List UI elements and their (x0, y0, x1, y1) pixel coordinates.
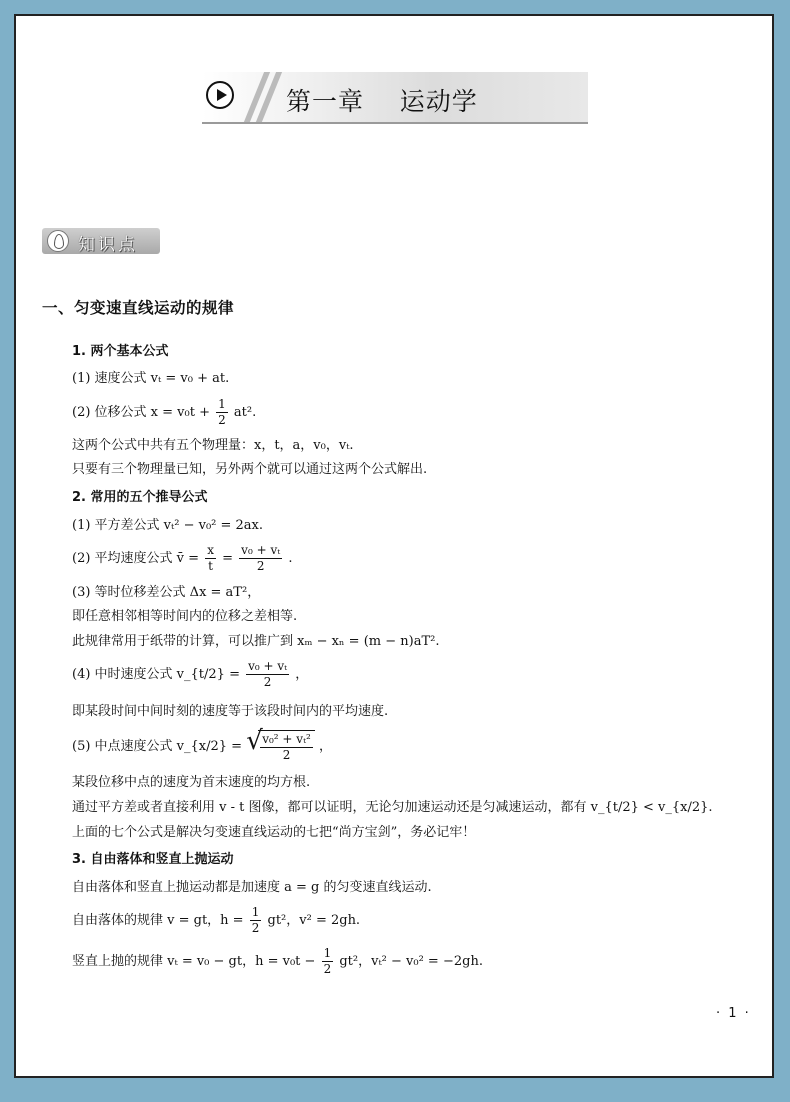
vertical-throw-law (72, 946, 483, 977)
subheading-free-fall: 3. 自由落体和竖直上抛运动 (72, 852, 234, 867)
mid-time-explanation: 即某段时间中间时刻的速度等于该段时间内的平均速度. (72, 704, 389, 719)
knowledge-points-tag (42, 228, 160, 254)
play-icon (206, 81, 234, 109)
seven-formulas-note: 上面的七个公式是解决匀变速直线运动的七把“尚方宝剑”，务必记牢！ (72, 825, 476, 840)
formula-text: ， (295, 667, 309, 682)
velocity-formula: (1) 速度公式 vₜ = v₀ + at. (72, 371, 230, 386)
fraction (205, 543, 216, 574)
three-known-line: 只要有三个物理量已知，另外两个就可以通过这两个公式解出. (72, 462, 428, 477)
formula-text: ， (319, 739, 333, 754)
formula-text: gt²，vₜ² − v₀² = −2gh. (339, 954, 483, 969)
free-fall-intro: 自由落体和竖直上抛运动都是加速度 a = g 的匀变速直线运动. (72, 880, 432, 895)
document-page (14, 14, 774, 1078)
square-difference-formula: (1) 平方差公式 vₜ² − v₀² = 2ax. (72, 518, 264, 533)
formula-text: (2) 平均速度公式 v̄ = (72, 551, 200, 566)
formula-text: (5) 中点速度公式 v_{x/2} = (72, 739, 243, 754)
formula-text: = (222, 551, 234, 566)
mid-time-velocity-formula (72, 659, 308, 690)
denominator: 2 (323, 962, 332, 976)
square-root (246, 726, 315, 763)
denominator: 2 (256, 559, 265, 573)
subheading-derived-formulas: 2. 常用的五个推导公式 (72, 490, 208, 505)
formula-text: . (288, 551, 293, 566)
formula-text: 竖直上抛的规律 vₜ = v₀ − gt，h = v₀t − (72, 954, 316, 969)
denominator: 2 (282, 748, 291, 762)
fraction (250, 905, 262, 936)
lotus-icon (47, 230, 69, 252)
fraction (216, 397, 228, 428)
numerator: v₀² + vₜ² (262, 732, 311, 746)
denominator: 2 (251, 921, 260, 935)
formula-text: (2) 位移公式 x = v₀t + (72, 405, 210, 420)
denominator: 2 (218, 413, 226, 427)
knowledge-points-label: 知识点 (78, 235, 138, 255)
numerator: 1 (323, 946, 332, 960)
equal-time-displacement-formula: (3) 等时位移差公式 Δx = aT²， (72, 585, 261, 600)
formula-text: gt²，v² = 2gh. (267, 913, 361, 928)
fraction (322, 946, 334, 977)
chapter-title: 第一章 运动学 (286, 87, 478, 116)
denominator: t (208, 559, 213, 573)
average-velocity-formula (72, 543, 292, 574)
ticker-tape-extension: 此规律常用于纸带的计算，可以推广到 xₘ − xₙ = (m − n)aT². (72, 634, 440, 649)
numerator: v₀ + vₜ (248, 659, 288, 673)
displacement-formula (72, 397, 256, 428)
mid-position-velocity-formula (72, 726, 333, 763)
chapter-banner (202, 72, 588, 128)
numerator: x (207, 543, 214, 557)
formula-text: at². (233, 405, 257, 420)
radical-sign: √ (246, 726, 263, 756)
equal-time-explanation: 即任意相邻相等时间内的位移之差相等. (72, 609, 298, 624)
fraction (260, 732, 313, 763)
fraction (246, 659, 289, 690)
section-heading: 一、匀变速直线运动的规律 (42, 299, 235, 317)
five-quantities-line: 这两个公式中共有五个物理量：x，t，a，v₀，vₜ. (72, 438, 354, 453)
fraction (239, 543, 282, 574)
formula-text: 自由落体的规律 v = gt，h = (72, 913, 244, 928)
rms-explanation: 某段位移中点的速度为首末速度的均方根. (72, 775, 311, 790)
vt-graph-proof: 通过平方差或者直接利用 v - t 图像，都可以证明，无论匀加速运动还是匀减速运动，都有 v_{t/2} < v_{x/2}. (72, 800, 713, 815)
free-fall-law (72, 905, 360, 936)
denominator: 2 (263, 675, 272, 689)
page-number: · 1 · (716, 1006, 751, 1021)
subheading-basic-formulas: 1. 两个基本公式 (72, 344, 169, 359)
numerator: 1 (251, 905, 260, 919)
formula-text: (4) 中时速度公式 v_{t/2} = (72, 667, 240, 682)
radicand (258, 730, 315, 763)
numerator: 1 (218, 397, 226, 411)
chapter-banner-underline (202, 122, 588, 124)
numerator: v₀ + vₜ (241, 543, 281, 557)
